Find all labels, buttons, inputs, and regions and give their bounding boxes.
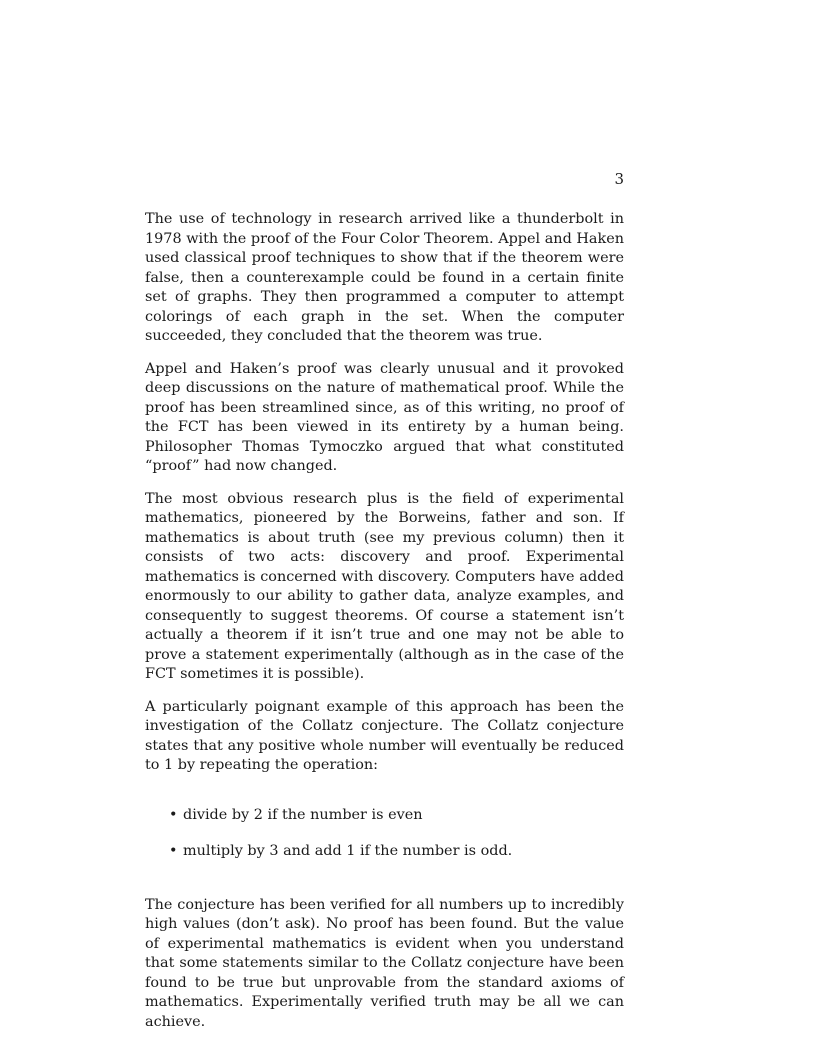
article-body [145,210,624,1045]
paragraph-collatz-intro: A particularly poignant example of this approach has been the investigation of the Collatz conjecture. The Collatz conjecture states that any positive whole number will eventually be reduced to 1 by repeating the operation: [145,698,624,773]
bullet-icon: • [169,843,178,859]
paragraph-appel-haken-proof: Appel and Haken’s proof was clearly unusual and it provoked deep discussions on the nature of mathematical proof. While the proof has been streamlined since, as of this writing, no proof of the FCT has been viewed in its entirety by a human being. Philosopher Thomas Tymoczko argued that what constituted “proof” had now changed. [145,360,624,474]
paragraph-collatz-conclusion: The conjecture has been verified for all numbers up to incredibly high values (don’t ask). No proof has been found. But the value of experimental mathematics is evident when you understand that some statements similar to the Collatz conjecture have been found to be true but unprovable from the standard axioms of mathematics. Experimentally verified truth may be all we can achieve. [145,896,624,1030]
list-item-text: divide by 2 if the number is even [183,806,423,823]
page-number: 3 [614,170,624,188]
collatz-operation-list [145,806,624,862]
paragraph-four-color-theorem: The use of technology in research arrived like a thunderbolt in 1978 with the proof of the Four Color Theorem. Appel and Haken used classical proof techniques to show that if the theorem were false, then a counterexample could be found in a certain finite set of graphs. They then programmed a computer to attempt colorings of each graph in the set. When the computer succeeded, they concluded that the theorem was true. [145,211,624,344]
list-item [169,842,624,862]
bullet-icon: • [169,806,178,823]
list-item-text: multiply by 3 and add 1 if the number is odd. [183,843,513,859]
list-item [169,806,624,826]
paragraph-experimental-mathematics: The most obvious research plus is the field of experimental mathematics, pioneered by the Borweins, father and son. If mathematics is about truth (see my previous column) then it consists of two acts: discovery and proof. Experimental mathematics is concerned with discovery. Computers have added enormously to our ability to gather data, analyze examples, and consequently to suggest theorems. Of course a statement isn’t actually a theorem if it isn’t true and one may not be able to prove a statement experimentally (although as in the case of the FCT sometimes it is possible). [145,490,624,682]
